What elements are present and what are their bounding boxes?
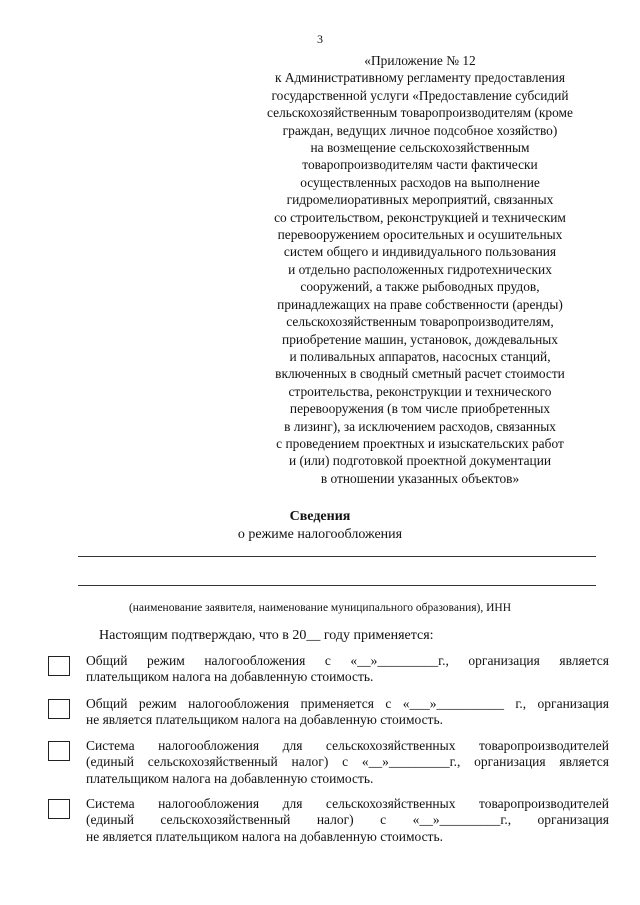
option-checkbox[interactable] [48,799,70,819]
appendix-line: и отдельно расположенных гидротехнических [288,261,552,277]
appendix-line: принадлежащих на праве собственности (аренды) [277,296,563,312]
appendix-line: строительства, реконструкции и технического [288,383,552,399]
appendix-line: на возмещение сельскохозяйственным [310,140,530,156]
option-line: (единый сельскохозяйственный налог) с «__»_________г., организация [86,812,609,828]
applicant-name-line-2[interactable] [78,585,596,586]
appendix-line: к Административному регламенту предоставления [274,70,566,86]
option-line: (единый сельскохозяйственный налог) с «__»_________г., организация является [86,754,609,770]
page-number: 3 [317,32,323,46]
option-checkbox[interactable] [48,741,70,761]
option-checkbox[interactable] [48,656,70,676]
appendix-line: и поливальных аппаратов, насосных станций, [289,348,551,364]
option-checkbox[interactable] [48,699,70,719]
appendix-line: перевооружением оросительных и осушительных [277,227,563,243]
appendix-line: со строительством, реконструкцией и техническим [274,209,566,225]
option-line: плательщиком налога на добавленную стоимость. [86,669,374,685]
appendix-line: государственной услуги «Предоставление субсидий [271,87,569,103]
appendix-line: в лизинг), за исключением расходов, связанных [284,418,556,434]
appendix-line: гидромелиоративных мероприятий, связанных [286,192,554,208]
appendix-line: товаропроизводителям части фактически [302,157,538,173]
option-line: Система налогообложения для сельскохозяйственных товаропроизводителей [86,796,609,811]
tax-option-3 [48,738,613,788]
appendix-line: и (или) подготовкой проектной документации [288,453,552,469]
appendix-line: сооружений, а также рыбоводных прудов, [300,279,540,295]
applicant-caption: (наименование заявителя, наименование муниципального образования), ИНН [128,602,512,614]
appendix-header [230,52,610,487]
option-line: Система налогообложения для сельскохозяйственных товаропроизводителей [86,738,609,753]
appendix-line: в отношении указанных объектов» [320,470,520,486]
appendix-line: приобретение машин, установок, дождевальных [282,331,558,347]
appendix-line: сельскохозяйственным товаропроизводителям, [286,314,554,330]
confirmation-intro: Настоящим подтверждаю, что в 20__ году применяется: [99,628,434,643]
appendix-line: с проведением проектных и изыскательских работ [276,435,564,451]
option-line: Общий режим налогообложения с «__»_________г., организация является [86,653,609,668]
appendix-line: сельскохозяйственным товаропроизводителям (кроме [267,105,573,121]
appendix-line: «Приложение № 12 [364,53,476,68]
tax-option-4 [48,796,613,846]
document-title: Сведения [289,509,351,524]
appendix-line: включенных в сводный сметный расчет стоимости [275,366,565,382]
applicant-name-line-1[interactable] [78,556,596,557]
option-line: не является плательщиком налога на добавленную стоимость. [86,828,443,844]
appendix-line: перевооружения (в том числе приобретенных [289,401,551,417]
appendix-line: систем общего и индивидуального пользования [283,244,557,260]
option-line: не является плательщиком налога на добавленную стоимость. [86,712,443,728]
option-line: Общий режим налогообложения применяется с «___»__________ г., организация [86,696,609,711]
appendix-line: осуществленных расходов на выполнение [300,174,540,190]
document-subtitle: о режиме налогообложения [237,527,403,542]
appendix-line: граждан, ведущих личное подсобное хозяйство) [282,122,558,138]
option-line: плательщиком налога на добавленную стоимость. [86,770,374,786]
